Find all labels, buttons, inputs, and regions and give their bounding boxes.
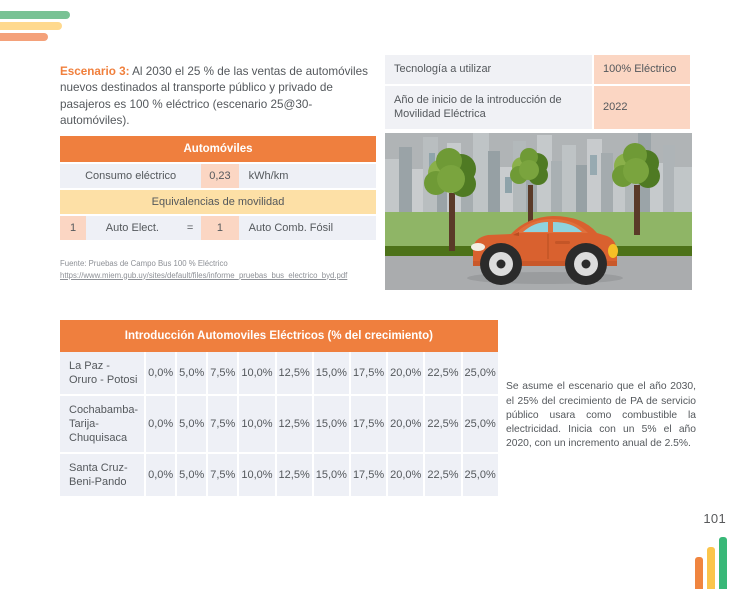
pct-cell: 5,0% <box>177 352 208 396</box>
pct-cell: 7,5% <box>208 352 239 396</box>
pct-cell: 17,5% <box>351 454 388 496</box>
pct-cell: 12,5% <box>277 352 314 396</box>
scenario-label: Escenario 3: <box>60 64 130 78</box>
car-wheel-rear <box>480 243 522 285</box>
table-row-consumption <box>60 162 376 188</box>
info-label-start-year: Año de inicio de la introducción de Movilidad Eléctrica <box>385 86 592 129</box>
info-value-technology: 100% Eléctrico <box>592 55 690 86</box>
decorative-corner-bars-top-left <box>0 11 70 44</box>
table-row <box>60 352 498 396</box>
decorative-bar-green <box>0 11 70 19</box>
pct-cell: 22,5% <box>425 396 462 454</box>
scenario-description <box>60 64 378 130</box>
pct-cell: 17,5% <box>351 396 388 454</box>
consumption-unit: kWh/km <box>239 162 376 188</box>
equivalence-right-quantity: 1 <box>201 214 238 240</box>
decorative-bar-yellow <box>0 22 62 30</box>
car-wheel-front <box>565 243 607 285</box>
info-value-start-year: 2022 <box>592 86 690 129</box>
pct-cell: 25,0% <box>463 454 498 496</box>
pct-cell: 22,5% <box>425 352 462 396</box>
consumption-value: 0,23 <box>201 162 238 188</box>
table-subheader-row <box>60 188 376 214</box>
decorative-corner-bars-bottom-right <box>695 537 727 589</box>
pct-cell: 25,0% <box>463 396 498 454</box>
equivalence-header: Equivalencias de movilidad <box>60 188 376 214</box>
pct-cell: 0,0% <box>146 396 177 454</box>
pct-cell: 15,0% <box>314 454 351 496</box>
pct-cell: 5,0% <box>177 396 208 454</box>
page-number: 101 <box>703 511 726 526</box>
pct-cell: 17,5% <box>351 352 388 396</box>
table-row <box>60 396 498 454</box>
pct-cell: 20,0% <box>388 352 425 396</box>
info-label-technology: Tecnología a utilizar <box>385 55 592 86</box>
electric-car-illustration <box>385 133 692 290</box>
pct-cell: 7,5% <box>208 454 239 496</box>
source-url-link[interactable]: https://www.miem.gub.uy/sites/default/files/informe_pruebas_bus_electrico_byd.pdf <box>60 270 348 280</box>
pct-cell: 10,0% <box>239 396 276 454</box>
decorative-vbar-yellow <box>707 547 715 589</box>
pct-cell: 15,0% <box>314 396 351 454</box>
pct-cell: 12,5% <box>277 396 314 454</box>
region-label-santa-cruz: Santa Cruz-Beni-Pando <box>60 454 146 496</box>
scenario-text: Al 2030 el 25 % de las ventas de automóviles nuevos destinados al transporte público y privado de pasajeros es 100 % eléctrico (escenario 25@30-automóviles). <box>60 64 368 128</box>
automoviles-table <box>60 136 376 240</box>
pct-cell: 10,0% <box>239 454 276 496</box>
pct-cell: 0,0% <box>146 352 177 396</box>
table-row <box>60 454 498 496</box>
pct-cell: 22,5% <box>425 454 462 496</box>
pct-cell: 20,0% <box>388 396 425 454</box>
pct-cell: 10,0% <box>239 352 276 396</box>
pct-cell: 20,0% <box>388 454 425 496</box>
illustration-svg <box>385 133 692 290</box>
source-text: Fuente: Pruebas de Campo Bus 100 % Eléctrico <box>60 259 228 268</box>
pct-cell: 0,0% <box>146 454 177 496</box>
equivalence-operator: = <box>179 214 201 240</box>
consumption-label: Consumo eléctrico <box>60 162 201 188</box>
scenario-assumption-note: Se asume el escenario que el año 2030, el 25% del crecimiento de PA de servicio público usara como combustible la electricidad. Inicia con un 5% el año 2020, con un incremento anual de 2.5%. <box>506 381 696 450</box>
technology-info-table <box>385 55 690 129</box>
decorative-bar-orange <box>0 33 48 41</box>
table-row <box>385 55 690 86</box>
intro-table-title: Introducción Automoviles Eléctricos (% del crecimiento) <box>60 320 498 352</box>
region-label-la-paz: La Paz - Oruro - Potosi <box>60 352 146 396</box>
equivalence-right-label: Auto Comb. Fósil <box>239 214 376 240</box>
introduccion-automoviles-table <box>60 320 498 496</box>
decorative-vbar-green <box>719 537 727 589</box>
pct-cell: 5,0% <box>177 454 208 496</box>
decorative-vbar-orange <box>695 557 703 589</box>
region-label-cochabamba: Cochabamba-Tarija-Chuquisaca <box>60 396 146 454</box>
equivalence-left-label: Auto Elect. <box>86 214 179 240</box>
table-header-row <box>60 136 376 162</box>
table-row <box>385 86 690 129</box>
pct-cell: 7,5% <box>208 396 239 454</box>
table-header-row <box>60 320 498 352</box>
pct-cell: 25,0% <box>463 352 498 396</box>
pct-cell: 12,5% <box>277 454 314 496</box>
automoviles-table-title: Automóviles <box>60 136 376 162</box>
table-row-equivalence <box>60 214 376 240</box>
equivalence-left-quantity: 1 <box>60 214 86 240</box>
pct-cell: 15,0% <box>314 352 351 396</box>
source-note <box>60 258 380 281</box>
